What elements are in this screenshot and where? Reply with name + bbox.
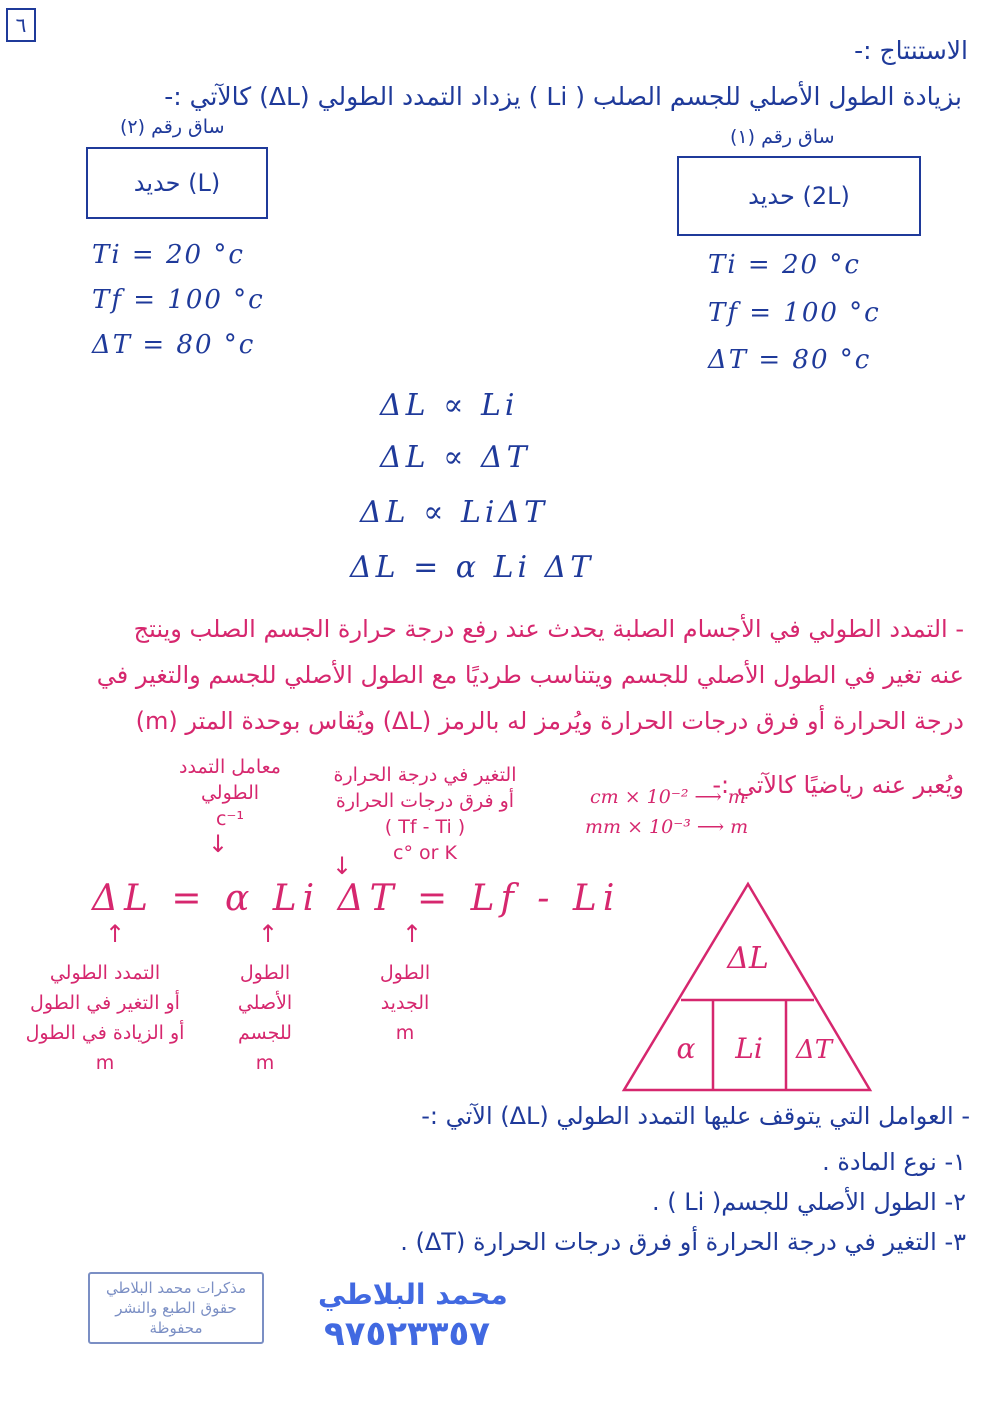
lf-label-line-1: الطول bbox=[379, 962, 431, 984]
factor-item-1: ١- نوع المادة . bbox=[822, 1148, 966, 1176]
conclusion-title: الاستنتاج :- bbox=[854, 36, 968, 65]
definition-line-1: - التمدد الطولي في الأجسام الصلبة يحدث عند رفع درجة حرارة الجسم الصلب وينتج bbox=[133, 615, 964, 643]
delta-t-label-line-1: التغير في درجة الحرارة bbox=[333, 764, 517, 786]
alpha-label-unit: c⁻¹ bbox=[215, 808, 245, 830]
conclusion-statement: بزيادة الطول الأصلي للجسم الصلب ( Li ) يزداد التمدد الطولي (ΔL) كالآتي :- bbox=[164, 82, 962, 111]
triangle-alpha: α bbox=[676, 1032, 696, 1065]
formula-triangle bbox=[618, 880, 878, 1095]
rod-left-box bbox=[86, 147, 268, 219]
rod-right-dt: ΔT = 80 °c bbox=[708, 345, 872, 375]
triangle-li: Li bbox=[735, 1032, 763, 1065]
rod-left-label: حديد (L) bbox=[133, 169, 221, 197]
page-number-box: ٦ bbox=[6, 8, 36, 42]
triangle-top-label: ΔL bbox=[727, 941, 769, 976]
alpha-label bbox=[160, 754, 300, 832]
delta-l-label-line-1: التمدد الطولي bbox=[49, 962, 161, 984]
factor-item-2: ٢- الطول الأصلي للجسم( Li ) . bbox=[651, 1188, 966, 1216]
lf-label bbox=[355, 958, 455, 1048]
lf-up-arrow: ↑ bbox=[402, 920, 423, 948]
conversion-mm: mm × 10⁻³ ⟶ m bbox=[585, 816, 749, 838]
rod-left-dt: ΔT = 80 °c bbox=[92, 330, 256, 360]
copyright-stamp bbox=[88, 1272, 264, 1344]
delta-l-label-line-3: أو الزيادة في الطول bbox=[25, 1022, 185, 1044]
delta-l-label-unit: m bbox=[95, 1052, 115, 1074]
proportion-4: ΔL = α Li ΔT bbox=[350, 550, 595, 585]
definition-line-2: عنه تغير في الطول الأصلي للجسم ويتناسب طرديًا مع الطول الأصلي للجسم والتغير في bbox=[96, 661, 964, 689]
li-label-line-3: للجسم bbox=[238, 1022, 292, 1044]
definition-line-4: ويُعبر عنه رياضيًا كالآتي :- bbox=[712, 771, 964, 799]
author-name: محمد البلاطي bbox=[318, 1278, 508, 1311]
delta-t-label-line-2: أو فرق درجات الحرارة bbox=[335, 790, 515, 812]
rod-left-ti: Ti = 20 °c bbox=[92, 240, 245, 270]
conversion-cm: cm × 10⁻² ⟶ m bbox=[590, 786, 746, 808]
delta-l-up-arrow: ↑ bbox=[105, 920, 126, 948]
alpha-label-line-2: الطولي bbox=[200, 782, 260, 804]
factors-title: - العوامل التي يتوقف عليها التمدد الطولي (ΔL) الآتي :- bbox=[421, 1102, 970, 1130]
delta-t-down-arrow: ↓ bbox=[332, 852, 353, 880]
rod-right-label: حديد (2L) bbox=[748, 182, 850, 210]
rod-left-tf: Tf = 100 °c bbox=[92, 285, 265, 315]
stamp-line-1: مذكرات محمد البلاطي bbox=[105, 1279, 247, 1297]
alpha-down-arrow: ↓ bbox=[208, 830, 229, 858]
li-label-unit: m bbox=[255, 1052, 275, 1074]
alpha-label-line-1: معامل التمدد bbox=[179, 756, 281, 778]
li-label-line-2: الأصلي bbox=[237, 992, 293, 1014]
lf-label-line-2: الجديد bbox=[380, 992, 430, 1014]
delta-l-label-line-2: أو التغير في الطول bbox=[30, 992, 180, 1014]
proportion-1: ΔL ∝ Li bbox=[380, 388, 519, 423]
rod-right-tf: Tf = 100 °c bbox=[708, 298, 881, 328]
li-up-arrow: ↑ bbox=[258, 920, 279, 948]
delta-t-label bbox=[310, 762, 540, 866]
rod-right-box bbox=[677, 156, 921, 236]
main-formula: ΔL = α Li ΔT = Lf - Li bbox=[92, 878, 621, 919]
rod-right-caption: ساق رقم (١) bbox=[730, 126, 835, 148]
proportion-2: ΔL ∝ ΔT bbox=[380, 440, 531, 475]
delta-t-label-line-3: ( Tf - Ti ) bbox=[384, 816, 466, 838]
factor-item-3: ٣- التغير في درجة الحرارة أو فرق درجات الحرارة (ΔT) . bbox=[400, 1228, 966, 1256]
proportion-3: ΔL ∝ LiΔT bbox=[360, 495, 549, 530]
lf-label-unit: m bbox=[395, 1022, 415, 1044]
rod-right-ti: Ti = 20 °c bbox=[708, 250, 861, 280]
li-label bbox=[220, 958, 310, 1078]
stamp-line-2: حقوق الطبع والنشر محفوظة bbox=[115, 1299, 237, 1337]
delta-l-label bbox=[10, 958, 200, 1078]
definition-line-3: درجة الحرارة أو فرق درجات الحرارة ويُرمز له بالرمز (ΔL) ويُقاس بوحدة المتر (m) bbox=[135, 707, 964, 735]
rod-left-caption: ساق رقم (٢) bbox=[120, 116, 225, 138]
li-label-line-1: الطول bbox=[239, 962, 291, 984]
author-phone: ٩٧٥٢٣٣٥٧ bbox=[324, 1314, 491, 1354]
delta-t-label-unit: c° or K bbox=[393, 842, 457, 864]
triangle-delta-t: ΔT bbox=[795, 1035, 833, 1065]
